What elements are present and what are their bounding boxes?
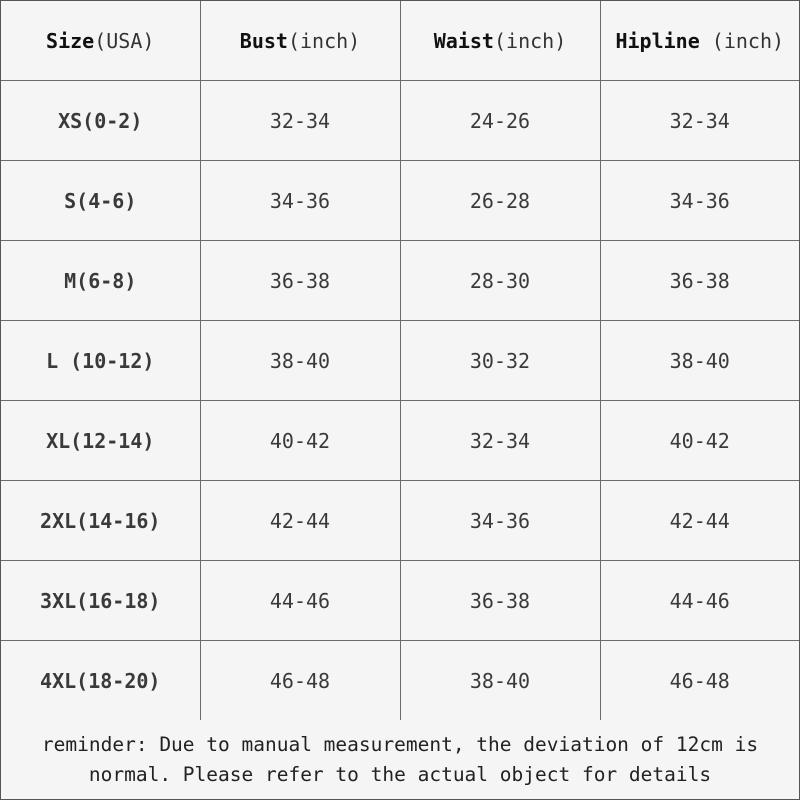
waist-cell: 38-40 [400,641,600,721]
header-row [1,1,799,81]
waist-cell: 34-36 [400,481,600,561]
reminder-line-1: reminder: Due to manual measurement, the deviation of 12cm is [41,732,759,756]
waist-cell: 28-30 [400,241,600,321]
size-table [1,1,799,721]
size-cell: XS(0-2) [1,81,200,161]
waist-cell: 24-26 [400,81,600,161]
table-row [1,561,799,641]
bust-cell: 42-44 [200,481,400,561]
bust-cell: 40-42 [200,401,400,481]
table-row [1,641,799,721]
bust-cell: 46-48 [200,641,400,721]
hipline-cell: 34-36 [600,161,799,241]
table-row [1,161,799,241]
waist-cell: 26-28 [400,161,600,241]
size-cell: 2XL(14-16) [1,481,200,561]
size-cell: 4XL(18-20) [1,641,200,721]
table-row [1,321,799,401]
hipline-cell: 44-46 [600,561,799,641]
bust-cell: 34-36 [200,161,400,241]
hipline-cell: 38-40 [600,321,799,401]
bust-cell: 32-34 [200,81,400,161]
hipline-cell: 46-48 [600,641,799,721]
waist-cell: 30-32 [400,321,600,401]
hipline-cell: 42-44 [600,481,799,561]
header-size: Size(USA) [1,1,200,81]
table-row [1,401,799,481]
header-bust: Bust(inch) [200,1,400,81]
size-cell: XL(12-14) [1,401,200,481]
table-row [1,81,799,161]
bust-cell: 38-40 [200,321,400,401]
table-row [1,241,799,321]
reminder-note [1,720,799,799]
waist-cell: 36-38 [400,561,600,641]
size-cell: M(6-8) [1,241,200,321]
table-row [1,481,799,561]
reminder-line-2: normal. Please refer to the actual object for details [88,762,712,786]
hipline-cell: 36-38 [600,241,799,321]
hipline-cell: 40-42 [600,401,799,481]
bust-cell: 36-38 [200,241,400,321]
hipline-cell: 32-34 [600,81,799,161]
size-cell: L (10-12) [1,321,200,401]
header-hipline: Hipline (inch) [600,1,799,81]
bust-cell: 44-46 [200,561,400,641]
size-cell: S(4-6) [1,161,200,241]
header-waist: Waist(inch) [400,1,600,81]
waist-cell: 32-34 [400,401,600,481]
size-cell: 3XL(16-18) [1,561,200,641]
